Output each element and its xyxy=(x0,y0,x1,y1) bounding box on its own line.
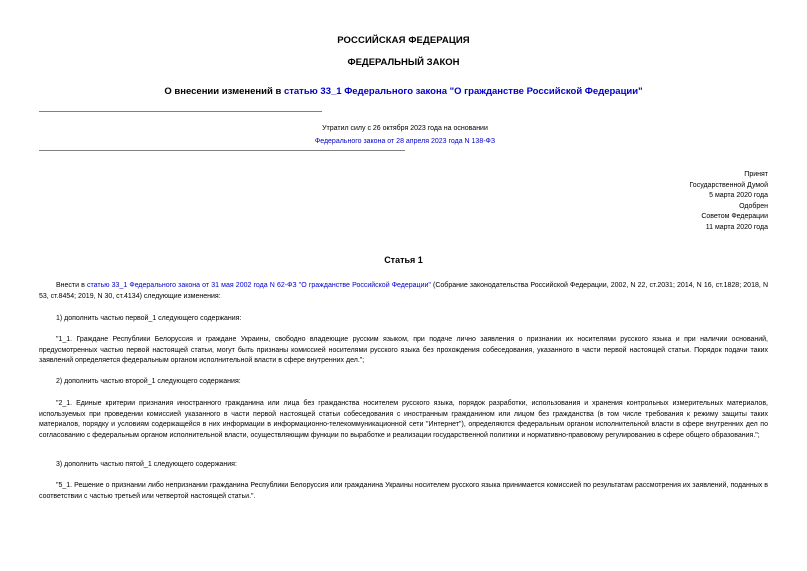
repealing-law-link[interactable]: Федерального закона от 28 апреля 2023 года N 138-ФЗ xyxy=(314,138,496,145)
amendment-quote-2-text: "2_1. Единые критерии признания иностранного гражданина или лица без гражданства носителем русского языка, порядок разработки, использования и хранения контрольных измерительных материалов, используемых при проведении комиссией указанного в части первой настоящей статьи собеседования с иностранным гражданином или лицом без гражданства (в том числе требования к режиму защиты таких материалов, порядку и условиям содержащейся в них информации в информационно-телекоммуникационной сети "Интернет"), определяются федеральным органом исполнительной власти в сфере внутренних дел по согласованию с федеральным органом исполнительной власти, осуществляющим функции по выработке и реализации государственной политики и нормативно-правовому регулированию в сфере общего образования."; xyxy=(39,400,768,439)
amendment-quote-2 xyxy=(39,399,768,441)
amendment-item-3-text: 3) дополнить частью пятой_1 следующего содержания: xyxy=(56,461,237,468)
adoption-council-date: 11 марта 2020 года xyxy=(705,223,768,231)
country-heading: РОССИЙСКАЯ ФЕДЕРАЦИЯ xyxy=(337,35,470,46)
amendment-quote-3 xyxy=(39,481,768,502)
citizenship-law-link[interactable]: статью 33_1 Федерального закона от 31 мая 2002 года N 62-ФЗ "О гражданстве Российской Федерации" xyxy=(87,282,431,289)
adoption-council: Советом Федерации xyxy=(701,213,768,221)
law-title-link[interactable]: статью 33_1 Федерального закона "О гражданстве Российской Федерации" xyxy=(283,86,643,97)
intro-suffix: (Собрание законодательства Российской Федерации, 2002, N 22, ст.2031; 2014, N 16, ст.1828; 2018, N 53, ст.8454; 2019, N 30, ст.4134) следующие изменения: xyxy=(39,282,768,300)
intro-prefix: Внести в xyxy=(56,282,88,289)
adoption-approved: Одобрен xyxy=(739,202,768,210)
law-title xyxy=(0,86,807,97)
amendment-item-1 xyxy=(39,314,768,325)
amendment-item-2 xyxy=(39,377,768,388)
article-intro xyxy=(39,281,768,302)
validity-note xyxy=(160,122,650,148)
amendment-quote-1 xyxy=(39,335,768,367)
validity-note-text: Утратил силу с 26 октября 2023 года на основании xyxy=(322,125,488,132)
adoption-block xyxy=(608,170,768,234)
article-title: Статья 1 xyxy=(384,255,423,265)
amendment-item-2-text: 2) дополнить частью второй_1 следующего содержания: xyxy=(56,378,241,385)
amendment-quote-3-text: "5_1. Решение о признании либо непризнании гражданина Республики Белоруссия или гражданина Украины носителем русского языка принимается комиссией по результатам рассмотрения их заявлений, поданных в соответствии с частью третьей или четвертой настоящей статьи.". xyxy=(39,482,768,500)
law-title-prefix: О внесении изменений в xyxy=(164,86,284,97)
amendment-quote-1-text: "1_1. Граждане Республики Белоруссия и граждане Украины, свободно владеющие русским языком, при подаче лично заявления о признании их носителями русского языка и при наличии оснований, предусмотренных частью первой настоящей статьи, могут быть признаны комиссией носителями русского языка без прохождения собеседования, указанного в части первой настоящей статьи. Порядок подачи таких заявлений определяется федеральным органом исполнительной власти в сфере внутренних дел."; xyxy=(39,336,768,365)
adoption-accepted: Принят xyxy=(744,171,768,178)
doc-type-heading: ФЕДЕРАЛЬНЫЙ ЗАКОН xyxy=(347,57,460,68)
amendment-item-1-text: 1) дополнить частью первой_1 следующего содержания: xyxy=(56,315,242,322)
title-divider xyxy=(39,111,322,112)
amendment-item-3 xyxy=(39,460,768,471)
adoption-duma: Государственной Думой xyxy=(689,181,768,189)
adoption-duma-date: 5 марта 2020 года xyxy=(709,192,768,200)
note-divider xyxy=(39,150,405,151)
